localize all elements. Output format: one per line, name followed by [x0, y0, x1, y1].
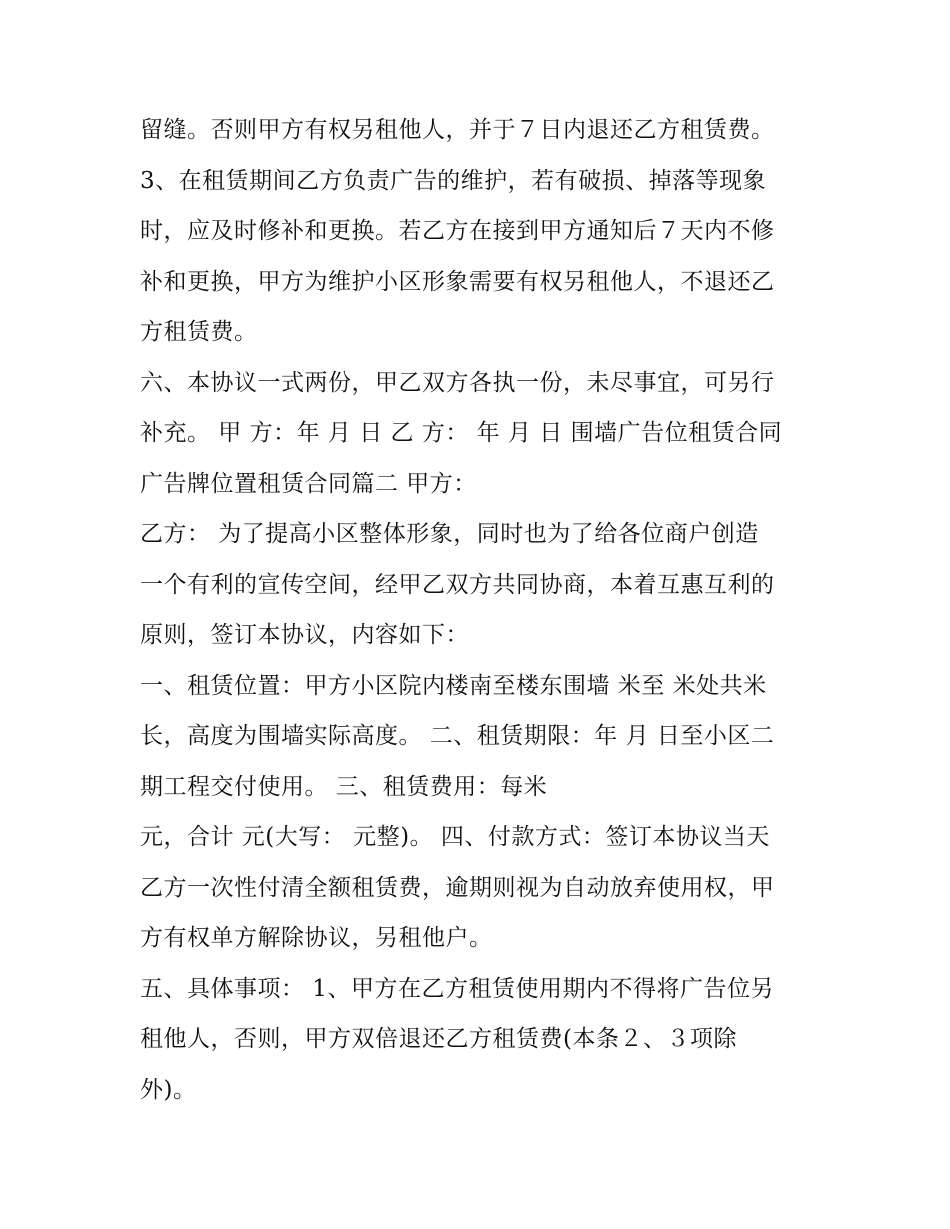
text-line: 原则，签订本协议，内容如下： — [140, 622, 469, 648]
text-line: 元，合计 元(大写： 元整)。 四、付款方式：签订本协议当天 — [140, 824, 770, 850]
text-line: 长，高度为围墙实际高度。 二、租赁期限：年 月 日至小区二 — [140, 723, 775, 749]
text-line: 期工程交付使用。 三、租赁费用：每米 — [140, 773, 548, 800]
text-line: 乙方： 为了提高小区整体形象，同时也为了给各位商户创造 — [140, 521, 759, 547]
text-line: 租他人，否则，甲方双倍退还乙方租赁费(本条２、３项除 — [140, 1026, 737, 1052]
text-line: 方租赁费。 — [140, 319, 258, 345]
text-line: 补和更换，甲方为维护小区形象需要有权另租他人，不退还乙 — [140, 268, 775, 295]
document-body — [140, 110, 840, 1120]
text-line: 外)。 — [140, 1076, 197, 1103]
text-line: 补充。 甲 方：年 月 日 乙 方： 年 月 日 围墙广告位租赁合同 — [140, 420, 783, 446]
text-line: 一个有利的宣传空间，经甲乙双方共同协商，本着互惠互利的 — [140, 571, 775, 598]
text-line: 时，应及时修补和更换。若乙方在接到甲方通知后７天内不修 — [140, 218, 775, 244]
text-line: 广告牌位置租赁合同篇二 甲方： — [140, 470, 477, 497]
text-line: 六、本协议一式两份，甲乙双方各执一份，未尽事宜，可另行 — [140, 369, 775, 396]
text-line: 留缝。否则甲方有权另租他人，并于７日内退还乙方租赁费。 — [140, 117, 775, 143]
text-line: 乙方一次性付清全额租赁费，逾期则视为自动放弃使用权，甲 — [140, 874, 775, 901]
text-line: 方有权单方解除协议，另租他户。 — [140, 925, 493, 951]
text-line: 一、租赁位置：甲方小区院内楼南至楼东围墙 米至 米处共米 — [140, 672, 767, 699]
text-line: 3、在租赁期间乙方负责广告的维护，若有破损、掉落等现象 — [140, 167, 767, 194]
text-line: 五、具体事项： 1、甲方在乙方租赁使用期内不得将广告位另 — [140, 975, 774, 1002]
